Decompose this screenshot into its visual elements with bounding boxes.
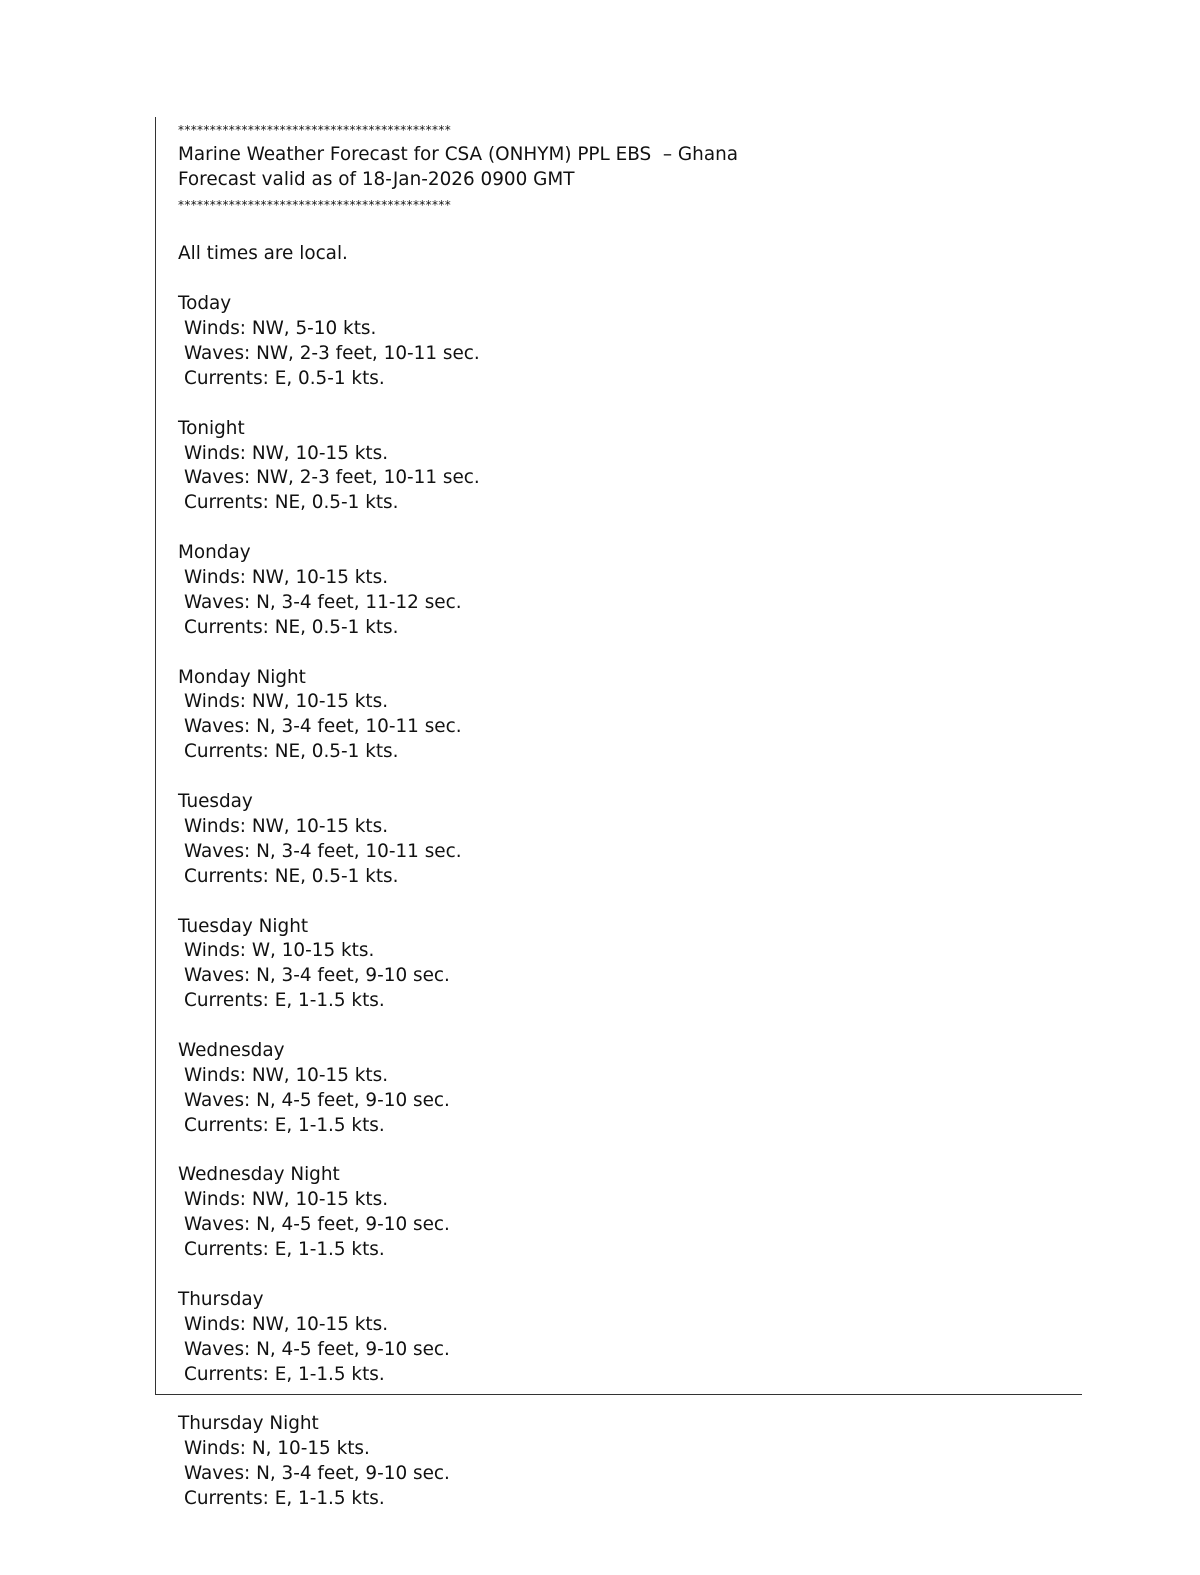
period-block: [178, 541, 1058, 641]
currents-line: Currents: NE, 0.5-1 kts.: [184, 616, 399, 638]
waves-line: Waves: N, 3-4 feet, 11-12 sec.: [184, 591, 462, 613]
header-stars-top: *******************************************: [178, 123, 452, 137]
winds-line: Winds: NW, 10-15 kts.: [184, 1189, 389, 1211]
winds-line: Winds: NW, 10-15 kts.: [184, 442, 389, 464]
currents-line: Currents: NE, 0.5-1 kts.: [184, 741, 399, 763]
frame-bottom-border: [155, 1394, 1082, 1395]
currents-line: Currents: NE, 0.5-1 kts.: [184, 865, 399, 887]
waves-line: Waves: NW, 2-3 feet, 10-11 sec.: [184, 343, 480, 365]
forecast-valid-time: Forecast valid as of 18-Jan-2026 0900 GMT: [178, 168, 575, 190]
period-block: [178, 417, 1058, 517]
period-block: [178, 1412, 1058, 1512]
period-name: Tonight: [178, 417, 245, 439]
period-name: Wednesday Night: [178, 1164, 340, 1186]
waves-line: Waves: N, 3-4 feet, 9-10 sec.: [184, 965, 450, 987]
winds-line: Winds: NW, 10-15 kts.: [184, 815, 389, 837]
winds-line: Winds: W, 10-15 kts.: [184, 940, 375, 962]
frame-left-border: [155, 117, 156, 1395]
winds-line: Winds: NW, 10-15 kts.: [184, 1064, 389, 1086]
period-name: Tuesday Night: [178, 915, 309, 937]
winds-line: Winds: NW, 10-15 kts.: [184, 1313, 389, 1335]
period-block: [178, 915, 1058, 1015]
currents-line: Currents: NE, 0.5-1 kts.: [184, 492, 399, 514]
period-block: [178, 1039, 1058, 1139]
period-block: [178, 666, 1058, 766]
currents-line: Currents: E, 1-1.5 kts.: [184, 990, 385, 1012]
waves-line: Waves: N, 3-4 feet, 10-11 sec.: [184, 840, 462, 862]
header-stars-bottom: *******************************************: [178, 197, 452, 212]
winds-line: Winds: NW, 5-10 kts.: [184, 318, 377, 340]
forecast-continuation: [178, 1412, 1058, 1512]
period-name: Monday: [178, 542, 251, 564]
period-block: [178, 1288, 1058, 1388]
winds-line: Winds: NW, 10-15 kts.: [184, 567, 389, 589]
currents-line: Currents: E, 1-1.5 kts.: [184, 1239, 385, 1261]
period-name: Monday Night: [178, 666, 306, 688]
currents-line: Currents: E, 0.5-1 kts.: [184, 367, 385, 389]
period-name: Tuesday: [178, 791, 253, 813]
waves-line: Waves: N, 4-5 feet, 9-10 sec.: [184, 1214, 450, 1236]
waves-line: Waves: N, 3-4 feet, 9-10 sec.: [184, 1462, 450, 1484]
currents-line: Currents: E, 1-1.5 kts.: [184, 1487, 385, 1509]
currents-line: Currents: E, 1-1.5 kts.: [184, 1363, 385, 1385]
waves-line: Waves: N, 4-5 feet, 9-10 sec.: [184, 1338, 450, 1360]
period-name: Today: [178, 293, 232, 315]
forecast-document: [178, 118, 1058, 1387]
period-name: Thursday Night: [178, 1413, 319, 1434]
period-block: [178, 790, 1058, 890]
winds-line: Winds: NW, 10-15 kts.: [184, 691, 389, 713]
period-block: [178, 292, 1058, 392]
currents-line: Currents: E, 1-1.5 kts.: [184, 1114, 385, 1136]
period-name: Thursday: [178, 1288, 264, 1310]
waves-line: Waves: N, 3-4 feet, 10-11 sec.: [184, 716, 462, 738]
winds-line: Winds: N, 10-15 kts.: [184, 1437, 370, 1459]
forecast-title: Marine Weather Forecast for CSA (ONHYM) PPL EBS – Ghana: [178, 143, 739, 165]
period-block: [178, 1163, 1058, 1263]
period-name: Wednesday: [178, 1039, 285, 1061]
waves-line: Waves: N, 4-5 feet, 9-10 sec.: [184, 1089, 450, 1111]
waves-line: Waves: NW, 2-3 feet, 10-11 sec.: [184, 467, 480, 489]
time-note: All times are local.: [178, 243, 348, 265]
